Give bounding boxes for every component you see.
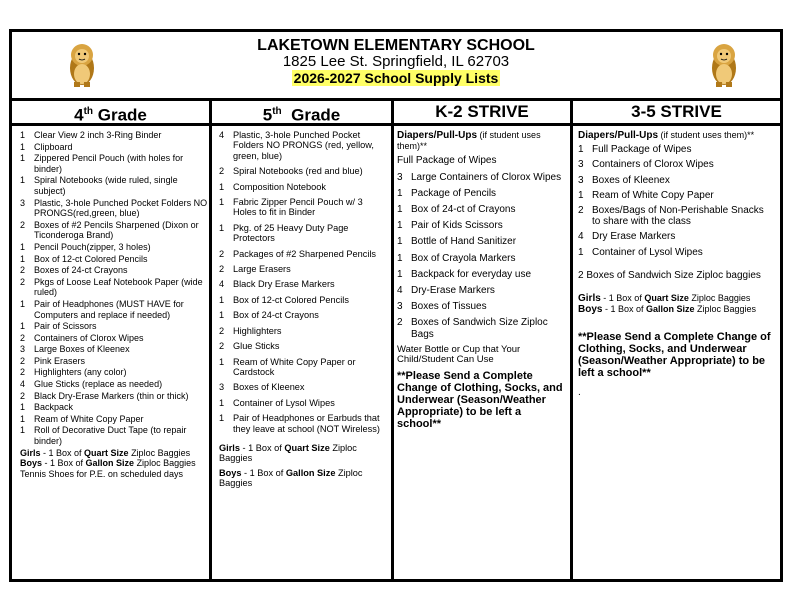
item-text: Pkg. of 25 Heavy Duty Page Protectors (233, 222, 349, 244)
title-number: 5 (262, 105, 273, 125)
item-quantity: 1 (578, 144, 584, 156)
shoes-line (20, 469, 208, 480)
column-divider (209, 98, 212, 579)
text: Ziploc Baggies (694, 304, 757, 315)
item-text: Boxes of 24-ct Crayons (34, 265, 128, 276)
item-quantity: 1 (397, 252, 403, 264)
list-item (20, 391, 208, 402)
text: - 1 Box of (42, 458, 86, 469)
list-item (397, 236, 567, 247)
text: - 1 Box of (600, 293, 645, 304)
item-text: Plastic, 3-hole Punched Pocket Folders NO PRONGS (red, yellow, green, blue) (233, 130, 374, 161)
list-item (578, 231, 774, 242)
item-quantity: 1 (219, 294, 225, 305)
text: - 1 Box of (40, 447, 85, 458)
item-quantity: 4 (219, 279, 225, 290)
grade5-list (219, 130, 387, 489)
list-item (20, 254, 208, 265)
gallon-size: Gallon Size (85, 458, 135, 469)
list-item (20, 367, 208, 378)
list-item (20, 175, 208, 196)
item-quantity: 2 (20, 276, 26, 287)
text: Ziploc Baggies (134, 458, 196, 469)
list-item (219, 279, 387, 289)
item-quantity: 1 (219, 413, 225, 424)
item-text: Box of 12-ct Colored Pencils (34, 253, 148, 264)
list-item (219, 326, 387, 336)
list-item (219, 197, 387, 218)
item-text: Boxes/Bags of Non-Perishable Snacks to share with the class (592, 205, 764, 228)
item-quantity: 3 (397, 301, 403, 313)
item-quantity: 4 (20, 379, 26, 390)
item-text: Boxes of #2 Pencils Sharpened (Dixon or Ticonderoga Brand) (34, 219, 199, 241)
column-title-k2: K-2 STRIVE (435, 102, 529, 121)
quart-size: Quart Size (284, 442, 330, 453)
item-quantity: 2 (20, 265, 26, 276)
item-quantity: 1 (20, 413, 26, 424)
item-text: Ream of White Copy Paper or Cardstock (233, 356, 356, 377)
diapers-label: Diapers/Pull-Ups (397, 130, 478, 141)
item-text: Black Dry Erase Markers (233, 279, 335, 290)
list-item (219, 182, 387, 192)
item-text: Box of 12-ct Colored Pencils (233, 294, 349, 305)
list-item (219, 249, 387, 259)
boys-label: Boys (20, 458, 43, 469)
item-text: Highlighters (any color) (34, 367, 127, 378)
list-item (397, 253, 567, 264)
item-text: Composition Notebook (233, 181, 326, 192)
item-text: Large Containers of Clorox Wipes (411, 171, 562, 183)
item-quantity: 2 (219, 248, 225, 259)
boys-line (20, 458, 208, 469)
item-quantity: 1 (20, 253, 26, 264)
boys-label: Boys (578, 304, 603, 316)
item-text: Clipboard (34, 141, 73, 152)
girls-line (219, 443, 387, 464)
item-text: Boxes of Kleenex (592, 174, 670, 186)
list-item (219, 341, 387, 351)
list-item (578, 247, 774, 258)
text: - 1 Box of (241, 467, 286, 478)
column-divider (391, 98, 394, 579)
list-item (397, 188, 567, 199)
list-item (20, 425, 208, 446)
text: Ziploc Baggies (219, 442, 357, 464)
item-text: Pkgs of Loose Leaf Notebook Paper (wide ruled) (34, 276, 203, 298)
item-quantity: 1 (219, 222, 225, 233)
item-quantity: 2 (578, 205, 584, 217)
page-header (12, 38, 780, 87)
item-quantity: 1 (219, 397, 225, 408)
list-item (20, 130, 208, 141)
list-item (219, 223, 387, 244)
item-text: Zippered Pencil Pouch (with holes for binder) (34, 153, 184, 174)
item-text: Pair of Scissors (34, 321, 97, 332)
item-quantity: 3 (20, 344, 26, 355)
trailing-dot: . (578, 387, 581, 399)
list-item (578, 190, 774, 201)
list-item (219, 130, 387, 161)
girls-label: Girls (219, 442, 240, 453)
list-item (219, 398, 387, 408)
column-title-grade4 (12, 101, 209, 123)
grade5-items (219, 130, 387, 434)
item-quantity: 4 (578, 231, 584, 243)
list-item (397, 155, 567, 166)
item-quantity: 1 (20, 298, 26, 309)
item-text: Glue Sticks (233, 341, 280, 352)
text: on scheduled days (105, 468, 183, 479)
text: - 1 Box of (239, 442, 285, 453)
list-item (20, 242, 208, 253)
item-quantity: 1 (20, 321, 26, 332)
text: Ziploc Baggies (688, 293, 751, 304)
list-item (20, 402, 208, 413)
item-quantity: 1 (219, 356, 225, 367)
list-item (397, 301, 567, 312)
item-quantity: 1 (20, 175, 26, 186)
title-text: Grade (93, 105, 147, 125)
item-quantity: 1 (20, 130, 26, 140)
k2-items (397, 155, 567, 339)
girls-line (578, 293, 774, 304)
item-text: Large Erasers (233, 264, 291, 275)
item-text: Pair of Kids Scissors (411, 220, 503, 232)
list-item (20, 299, 208, 320)
item-text: Box of 24-ct of Crayons (411, 204, 516, 216)
item-text: Pencil Pouch(zipper, 3 holes) (34, 241, 151, 252)
text: Tennis Shoes for P.E. (20, 468, 106, 479)
column-title-grade5 (212, 101, 391, 123)
list-item (20, 265, 208, 276)
supply-list-frame (9, 29, 783, 582)
k2-list (397, 130, 567, 430)
item-quantity: 1 (20, 141, 26, 152)
list-item (397, 317, 567, 339)
item-quantity: 2 (219, 325, 225, 336)
item-quantity: 1 (397, 268, 403, 280)
item-quantity: 3 (578, 159, 584, 171)
text: Ziploc Baggies (128, 447, 191, 458)
list-item (20, 321, 208, 332)
item-quantity: 1 (397, 236, 403, 248)
list-item (20, 142, 208, 153)
list-item (20, 414, 208, 425)
item-text: Full Package of Wipes (397, 155, 497, 167)
item-quantity: 1 (219, 181, 225, 192)
list-item (20, 277, 208, 298)
item-quantity: 3 (20, 197, 26, 208)
item-quantity: 1 (578, 246, 584, 258)
list-item (20, 220, 208, 241)
ziploc-line: 2 Boxes of Sandwich Size Ziploc baggies (578, 269, 761, 281)
item-quantity: 4 (219, 130, 225, 140)
list-item (397, 269, 567, 280)
item-quantity: 1 (219, 310, 225, 321)
item-text: Pair of Headphones or Earbuds that they leave at school (NOT Wireless) (233, 413, 380, 434)
item-quantity: 1 (20, 402, 26, 413)
item-text: Packages of #2 Sharpened Pencils (233, 248, 377, 259)
list-item (578, 205, 774, 227)
list-item (397, 220, 567, 231)
title-number: 4 (74, 105, 84, 125)
item-quantity: 4 (397, 285, 403, 297)
item-text: Boxes of Sandwich Size Ziploc Bags (411, 317, 548, 340)
item-quantity: 2 (20, 355, 26, 366)
text: Ziploc Baggies (219, 467, 363, 489)
item-quantity: 3 (219, 382, 225, 393)
item-text: Boxes of Kleenex (233, 382, 305, 393)
quart-size: Quart Size (84, 447, 129, 458)
strive35-list (578, 130, 774, 399)
column-title-35: 3-5 STRIVE (631, 102, 722, 121)
item-text: Backpack for everyday use (411, 268, 532, 280)
item-quantity: 2 (20, 219, 26, 230)
item-quantity: 1 (20, 241, 26, 252)
item-quantity: 1 (397, 220, 403, 232)
item-text: Pair of Headphones (MUST HAVE for Computers and replace if needed) (34, 298, 184, 320)
list-item (397, 172, 567, 183)
item-text: Clear View 2 inch 3-Ring Binder (34, 130, 162, 140)
diapers-label: Diapers/Pull-Ups (578, 130, 659, 141)
list-item (219, 382, 387, 392)
list-item (219, 264, 387, 274)
item-text: Package of Pencils (411, 187, 497, 199)
column-header-bar (12, 98, 780, 126)
list-item (219, 166, 387, 176)
list-item (578, 159, 774, 170)
list-item (397, 204, 567, 215)
list-item (20, 198, 208, 219)
item-text: Box of Crayola Markers (411, 252, 516, 264)
text: (if student uses them)** (397, 130, 541, 152)
item-text: Containers of Clorox Wipes (592, 159, 714, 171)
item-quantity: 2 (219, 166, 225, 177)
list-item (219, 310, 387, 320)
gallon-size: Gallon Size (285, 467, 336, 478)
list-item (20, 356, 208, 367)
item-text: Full Package of Wipes (592, 144, 692, 156)
item-text: Box of 24-ct Crayons (233, 310, 319, 321)
item-quantity: 2 (219, 341, 225, 352)
item-text: Containers of Clorox Wipes (34, 332, 144, 343)
school-name: LAKETOWN ELEMENTARY SCHOOL (257, 37, 535, 54)
item-quantity: 3 (397, 171, 403, 183)
list-item (20, 344, 208, 355)
diapers-line (397, 130, 567, 152)
item-quantity: 1 (20, 425, 26, 436)
item-text: Glue Sticks (replace as needed) (34, 379, 163, 390)
item-quantity: 1 (578, 189, 584, 201)
item-quantity: 3 (578, 174, 584, 186)
text: - 1 Box of (602, 304, 646, 315)
item-text: Dry Erase Markers (592, 231, 676, 243)
gallon-size: Gallon Size (645, 304, 695, 315)
list-item (578, 175, 774, 186)
item-text: Container of Lysol Wipes (233, 397, 335, 408)
grade4-list (20, 130, 208, 479)
clothing-note: **Please Send a Complete Change of Clothing, Socks, and Underwear (Season/Weather Appropriate) to be left a school** (397, 369, 563, 430)
boys-label: Boys (219, 467, 242, 478)
item-text: Container of Lysol Wipes (592, 246, 703, 258)
page-subtitle: 2026-2027 School Supply Lists (293, 70, 499, 86)
girls-line (20, 448, 208, 459)
item-text: Ream of White Copy Paper (34, 413, 144, 424)
item-text: Black Dry-Erase Markers (thin or thick) (34, 390, 189, 401)
list-item (219, 413, 387, 434)
school-address: 1825 Lee St. Springfield, IL 62703 (282, 53, 510, 70)
item-text: Ream of White Copy Paper (592, 189, 714, 201)
item-text: Highlighters (233, 325, 282, 336)
item-quantity: 2 (397, 317, 403, 329)
quart-size: Quart Size (644, 293, 689, 304)
title-superscript: th (83, 106, 94, 117)
item-text: Fabric Zipper Pencil Pouch w/ 3 Holes to fit in Binder (233, 197, 363, 218)
list-item (20, 333, 208, 344)
title-superscript: th (272, 106, 282, 117)
boys-line (578, 304, 774, 315)
item-quantity: 1 (397, 187, 403, 199)
item-text: Dry-Erase Markers (411, 285, 495, 297)
item-text: Spiral Notebooks (red and blue) (233, 166, 363, 177)
item-quantity: 1 (397, 204, 403, 216)
item-quantity: 1 (219, 197, 225, 208)
item-quantity: 2 (20, 332, 26, 343)
column-divider (570, 98, 573, 579)
item-quantity: 2 (20, 390, 26, 401)
list-item (219, 357, 387, 378)
girls-label: Girls (578, 293, 601, 305)
item-text: Backpack (34, 402, 74, 413)
list-item (20, 379, 208, 390)
item-quantity: 2 (219, 264, 225, 275)
item-text: Spiral Notebooks (wide ruled, single subject) (34, 175, 178, 196)
item-quantity: 1 (20, 153, 26, 164)
strive35-items (578, 144, 774, 258)
list-item (219, 295, 387, 305)
water-line: Water Bottle or Cup that Your Child/Student Can Use (397, 343, 521, 366)
item-quantity: 2 (20, 367, 26, 378)
list-item (578, 144, 774, 155)
list-item (397, 285, 567, 296)
item-text: Boxes of Tissues (411, 301, 487, 313)
girls-label: Girls (20, 447, 41, 458)
diapers-line (578, 130, 774, 141)
grade4-items (20, 130, 208, 447)
item-text: Roll of Decorative Duct Tape (to repair binder) (34, 425, 187, 447)
text: (if student uses them)** (658, 130, 755, 140)
title-text: Grade (281, 105, 341, 125)
item-text: Large Boxes of Kleenex (34, 344, 130, 355)
item-text: Plastic, 3-hole Punched Pocket Folders NO PRONGS(red,green, blue) (34, 197, 208, 219)
item-text: Bottle of Hand Sanitizer (411, 236, 517, 248)
list-item (20, 153, 208, 174)
clothing-note: **Please Send a Complete Change of Clothing, Socks, and Underwear (Season/Weather Appropriate) to be left a school** (578, 331, 771, 380)
item-text: Pink Erasers (34, 355, 86, 366)
boys-line (219, 468, 387, 489)
